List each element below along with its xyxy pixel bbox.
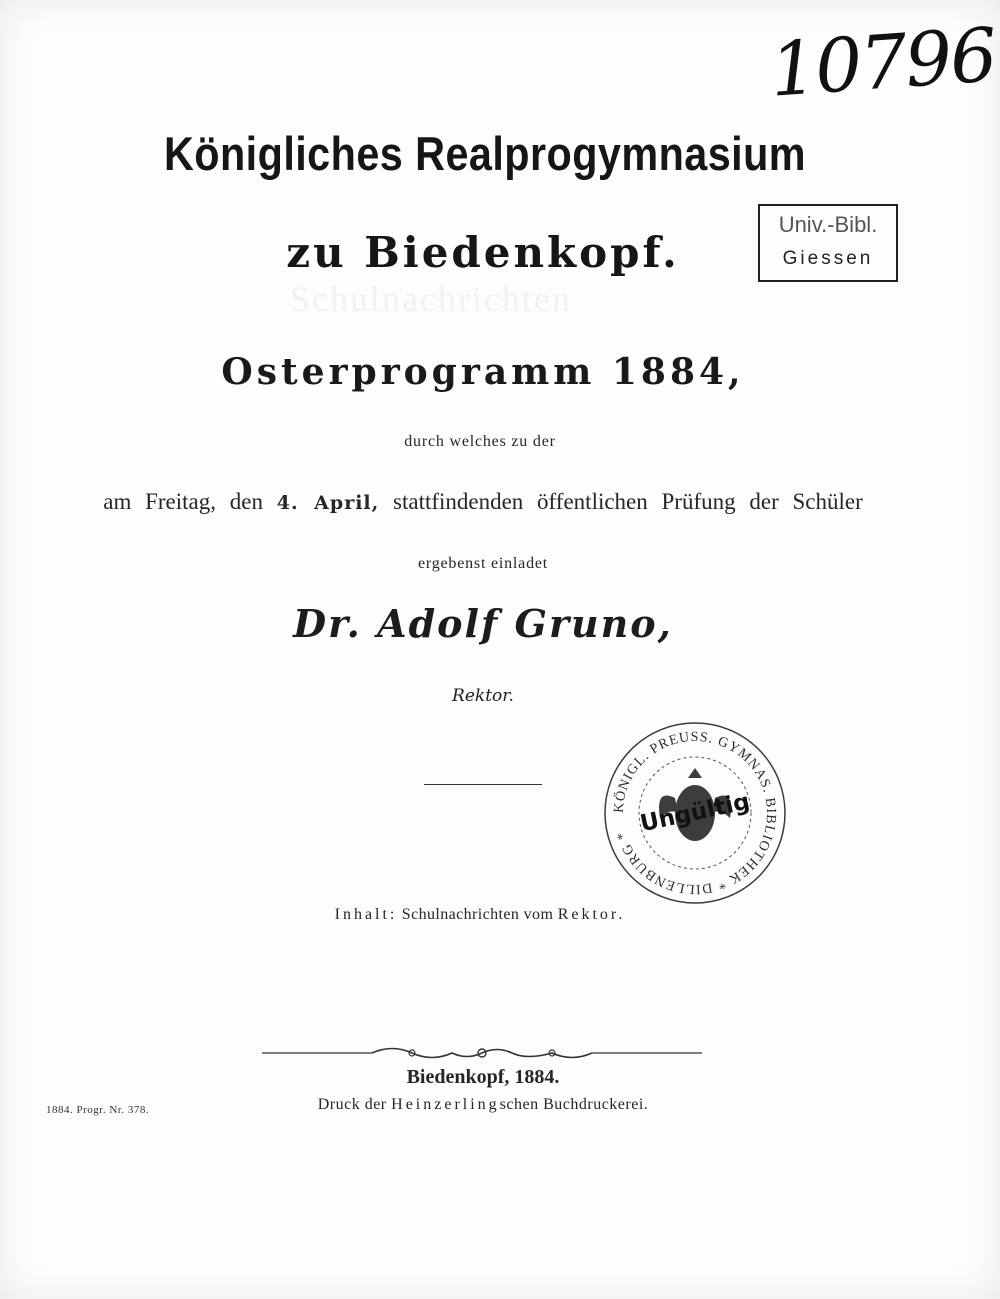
program-heading: Osterprogramm 1884, <box>221 351 745 393</box>
handwritten-number: 10796 <box>767 12 999 114</box>
divider-rule <box>424 784 542 785</box>
seal-ring-text: KÖNIGL. PREUSS. GYMNAS. BIBLIOTHEK * DILLENBURG * <box>611 729 779 897</box>
intro-line: durch welches zu der <box>404 433 556 450</box>
program-number-note: 1884. Progr. Nr. 378. <box>46 1104 150 1116</box>
seal-overprint: Ungültig <box>637 788 753 838</box>
place-year: Biedenkopf, 1884. <box>406 1066 560 1088</box>
ornament-divider-icon <box>262 1042 702 1064</box>
document-title: Königliches Realprogymnasium <box>163 127 807 180</box>
invitation-line <box>0 489 966 515</box>
invitation-after: stattfindenden öffentlichen Prüfung der Schüler <box>393 489 863 514</box>
library-stamp-line1: Univ.-Bibl. <box>778 212 878 237</box>
contents-line <box>0 906 960 924</box>
author-role: Rektor. <box>452 686 514 706</box>
printer-suffix: schen Buchdruckerei. <box>499 1096 649 1113</box>
author-name: Dr. Adolf Gruno, <box>293 601 673 646</box>
library-seal <box>600 718 790 908</box>
printer-prefix: Druck der <box>317 1096 387 1113</box>
closing-line: ergebenst einladet <box>417 555 549 572</box>
document-subtitle: zu Biedenkopf. <box>286 228 680 277</box>
invitation-before: am Freitag, den <box>103 489 263 514</box>
contents-text: Schulnachrichten vom <box>401 906 554 923</box>
contents-who: Rektor. <box>557 906 626 923</box>
printer-name: Heinzerling <box>391 1096 500 1113</box>
show-through-text: Schulnachrichten <box>290 279 572 319</box>
library-stamp-line2: Giessen <box>782 248 874 269</box>
contents-label: Inhalt: <box>334 906 398 923</box>
invitation-date: 4. April, <box>276 492 380 514</box>
